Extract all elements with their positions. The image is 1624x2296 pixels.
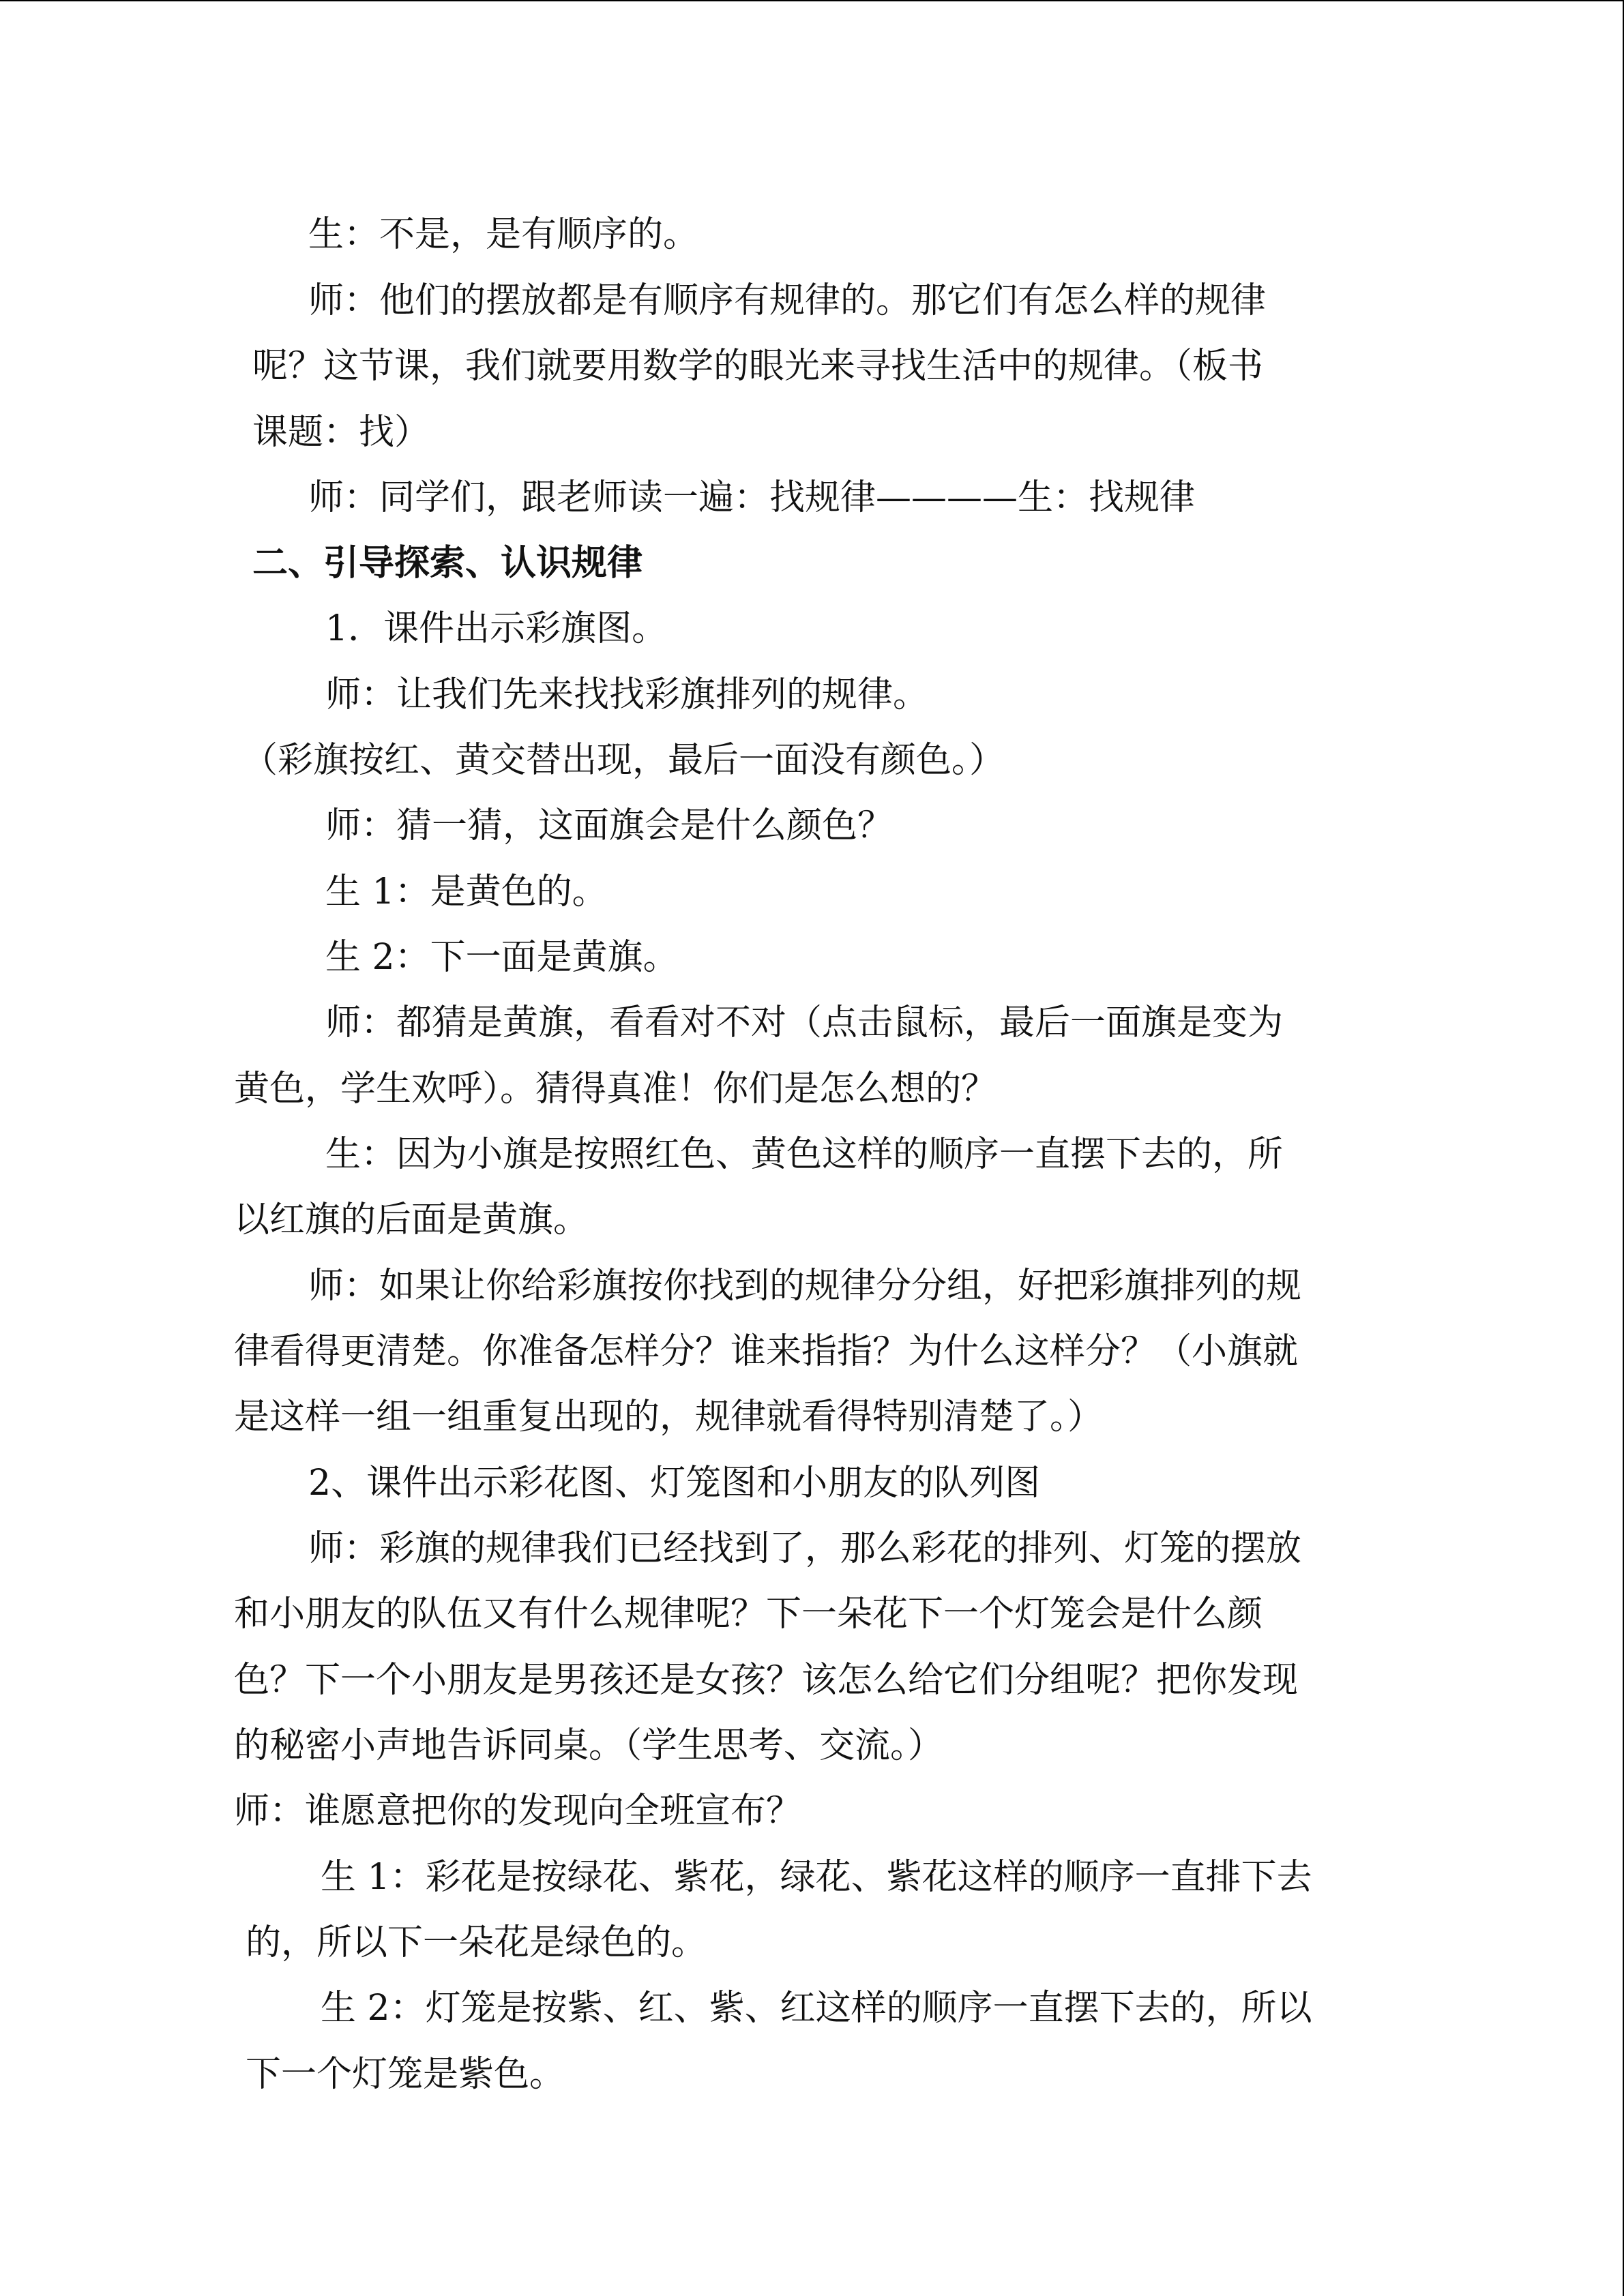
paragraph-line: 和小朋友的队伍又有什么规律呢？下一朵花下一个灯笼会是什么颜 <box>234 1594 1263 1635</box>
paragraph-line: 师：让我们先来找找彩旗排列的规律。 <box>325 674 929 715</box>
paragraph-line: 课题：找） <box>252 412 430 453</box>
paragraph-line: 生：不是，是有顺序的。 <box>308 214 699 255</box>
paragraph-line: 以红旗的后面是黄旗。 <box>234 1199 589 1240</box>
paragraph-line: 师：彩旗的规律我们已经找到了，那么彩花的排列、灯笼的摆放 <box>308 1528 1302 1569</box>
paragraph-line: 师：猜一猜，这面旗会是什么颜色？ <box>325 805 894 846</box>
section-heading: 二、引导探索、认识规律 <box>252 543 643 584</box>
paragraph-line: 呢？这节课，我们就要用数学的眼光来寻找生活中的规律。（板书 <box>252 346 1264 387</box>
paragraph-line: 2、课件出示彩花图、灯笼图和小朋友的队列图 <box>308 1463 1041 1504</box>
paragraph-line: 律看得更清楚。你准备怎样分？谁来指指？为什么这样分？（小旗就 <box>234 1331 1299 1372</box>
paragraph-line: 是这样一组一组重复出现的，规律就看得特别清楚了。） <box>234 1397 1104 1437</box>
paragraph-line: 师：如果让你给彩旗按你找到的规律分分组，好把彩旗排列的规 <box>308 1266 1302 1307</box>
paragraph-line: 生 1：是黄色的。 <box>325 871 608 912</box>
paragraph-line: 下一个灯笼是紫色。 <box>246 2054 565 2095</box>
paragraph-line: 黄色，学生欢呼）。猜得真准！你们是怎么想的？ <box>234 1069 997 1109</box>
paragraph-line: 生：因为小旗是按照红色、黄色这样的顺序一直摆下去的，所 <box>325 1134 1284 1175</box>
paragraph-line: 1．课件出示彩旗图。 <box>325 608 668 649</box>
paragraph-line: 的秘密小声地告诉同桌。（学生思考、交流。） <box>234 1725 944 1766</box>
paragraph-line: 师：他们的摆放都是有顺序有规律的。那它们有怎么样的规律 <box>308 280 1267 321</box>
paragraph-line: 色？下一个小朋友是男孩还是女孩？该怎么给它们分组呢？把你发现 <box>234 1660 1299 1701</box>
paragraph-line: 师：都猜是黄旗，看看对不对（点击鼠标，最后一面旗是变为 <box>325 1002 1284 1043</box>
paragraph-line: 师：同学们，跟老师读一遍：找规律————生：找规律 <box>308 477 1196 518</box>
paragraph-line: 生 2：灯笼是按紫、红、紫、红这样的顺序一直摆下去的，所以 <box>321 1988 1312 2029</box>
paragraph-line: 的，所以下一朵花是绿色的。 <box>246 1922 707 1963</box>
paragraph-line: （彩旗按红、黄交替出现，最后一面没有颜色。） <box>242 740 1005 781</box>
paragraph-line: 师：谁愿意把你的发现向全班宣布？ <box>234 1791 802 1832</box>
paragraph-line: 生 2：下一面是黄旗。 <box>325 937 679 978</box>
paragraph-line: 生 1：彩花是按绿花、紫花，绿花、紫花这样的顺序一直排下去 <box>321 1857 1312 1898</box>
